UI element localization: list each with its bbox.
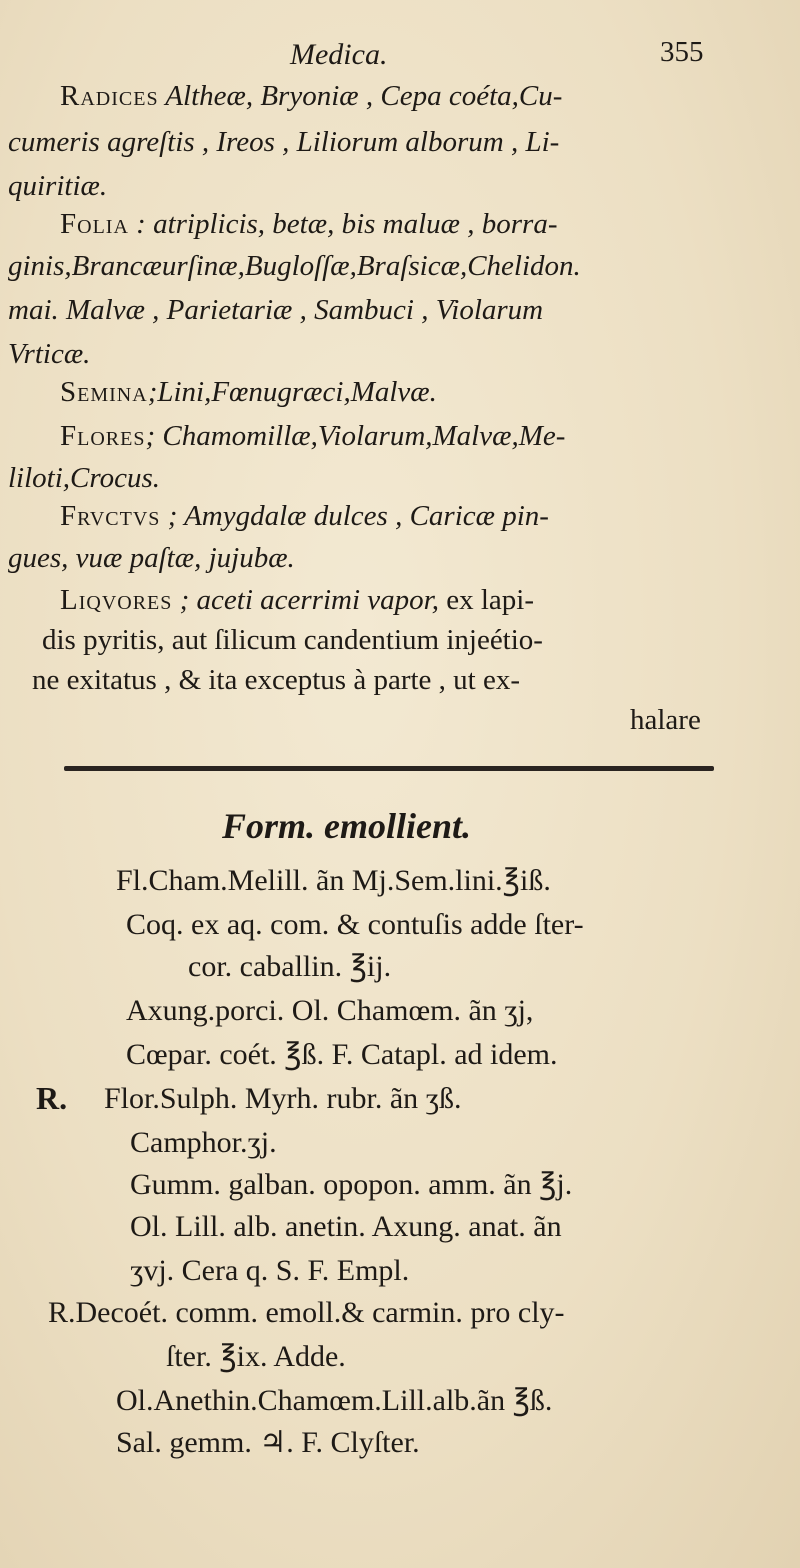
recipe-line: Gumm. galban. opopon. amm. ãn ℥j. [130, 1168, 573, 1201]
section-lead: Flores [60, 420, 146, 452]
text-line [60, 378, 437, 407]
recipe-line: Coq. ex aq. com. & contuſis adde ſter- [126, 908, 584, 941]
section-lead: Folia [60, 208, 129, 240]
line-text: Altheæ, Bryoniæ , Cepa coéta,Cu- [158, 80, 563, 112]
text-line [60, 502, 549, 531]
recipe-line: Ol. Lill. alb. anetin. Axung. anat. ãn [130, 1210, 562, 1243]
text-line: quiritiæ. [8, 170, 108, 202]
text-line [60, 586, 534, 615]
line-text: ex lapi- [438, 584, 534, 616]
running-head: Medica. [290, 38, 388, 71]
formula-title: Form. emollient. [222, 806, 472, 846]
recipe-line: ʒvj. Cera q. S. F. Empl. [130, 1254, 410, 1287]
section-lead: Liqvores [60, 584, 173, 616]
line-text: : atriplicis, betæ, bis maluæ , borra- [128, 208, 558, 240]
text-line: mai. Malvæ , Parietariæ , Sambuci , Violarum [8, 294, 544, 326]
catchword: halare [630, 704, 701, 736]
line-text: ; Amygdalæ dulces , Caricæ pin- [160, 500, 549, 532]
text-line: cumeris agreſtis , Ireos , Liliorum alborum , Li- [8, 126, 560, 158]
text-line [60, 82, 562, 111]
text-line: ne exitatus , & ita exceptus à parte , ut ex- [32, 664, 520, 696]
text-line: dis pyritis, aut ſilicum candentium injeétio- [42, 624, 543, 656]
text-line [60, 210, 557, 239]
recipe-line: Ol.Anethin.Chamœm.Lill.alb.ãn ℥ß. [116, 1384, 553, 1417]
text-line: gues, vuæ paſtæ, jujubæ. [8, 542, 295, 574]
text-line: liloti,Crocus. [8, 462, 160, 494]
line-text: ; Chamomillæ,Violarum,Malvæ,Me- [145, 420, 566, 452]
line-text: ;Lini,Fœnugræci,Malvæ. [147, 376, 437, 408]
recipe-line: R.Decoét. comm. emoll.& carmin. pro cly- [48, 1296, 565, 1329]
text-line: ginis,Brancæurſinæ,Bugloſſæ,Braſsicæ,Chelidon. [8, 250, 581, 282]
recipe-line: Axung.porci. Ol. Chamœm. ãn ʒj, [126, 994, 534, 1027]
recipe-line: Cœpar. coét. ℥ß. F. Catapl. ad idem. [126, 1038, 558, 1071]
text-line [60, 422, 565, 451]
section-lead: Semina [60, 376, 148, 408]
line-text: ; aceti acerrimi vapor, [172, 584, 439, 616]
section-lead: Frvctvs [60, 500, 161, 532]
recipe-line: ſter. ℥ix. Adde. [166, 1340, 346, 1373]
recipe-line: Flor.Sulph. Myrh. rubr. ãn ʒß. [104, 1082, 462, 1115]
section-lead: Radices [60, 80, 159, 112]
recipe-line: Camphor.ʒj. [130, 1126, 277, 1159]
recipe-line: cor. caballin. ℥ij. [188, 950, 392, 983]
text-line: Vrticæ. [8, 338, 91, 370]
recipe-line: Sal. gemm. ♃. F. Clyſter. [116, 1426, 420, 1459]
recipe-line: Fl.Cham.Melill. ãn Mj.Sem.lini.℥iß. [116, 864, 551, 897]
recipe-symbol: R. [36, 1080, 68, 1116]
section-divider [64, 766, 714, 771]
page-number: 355 [660, 36, 704, 68]
